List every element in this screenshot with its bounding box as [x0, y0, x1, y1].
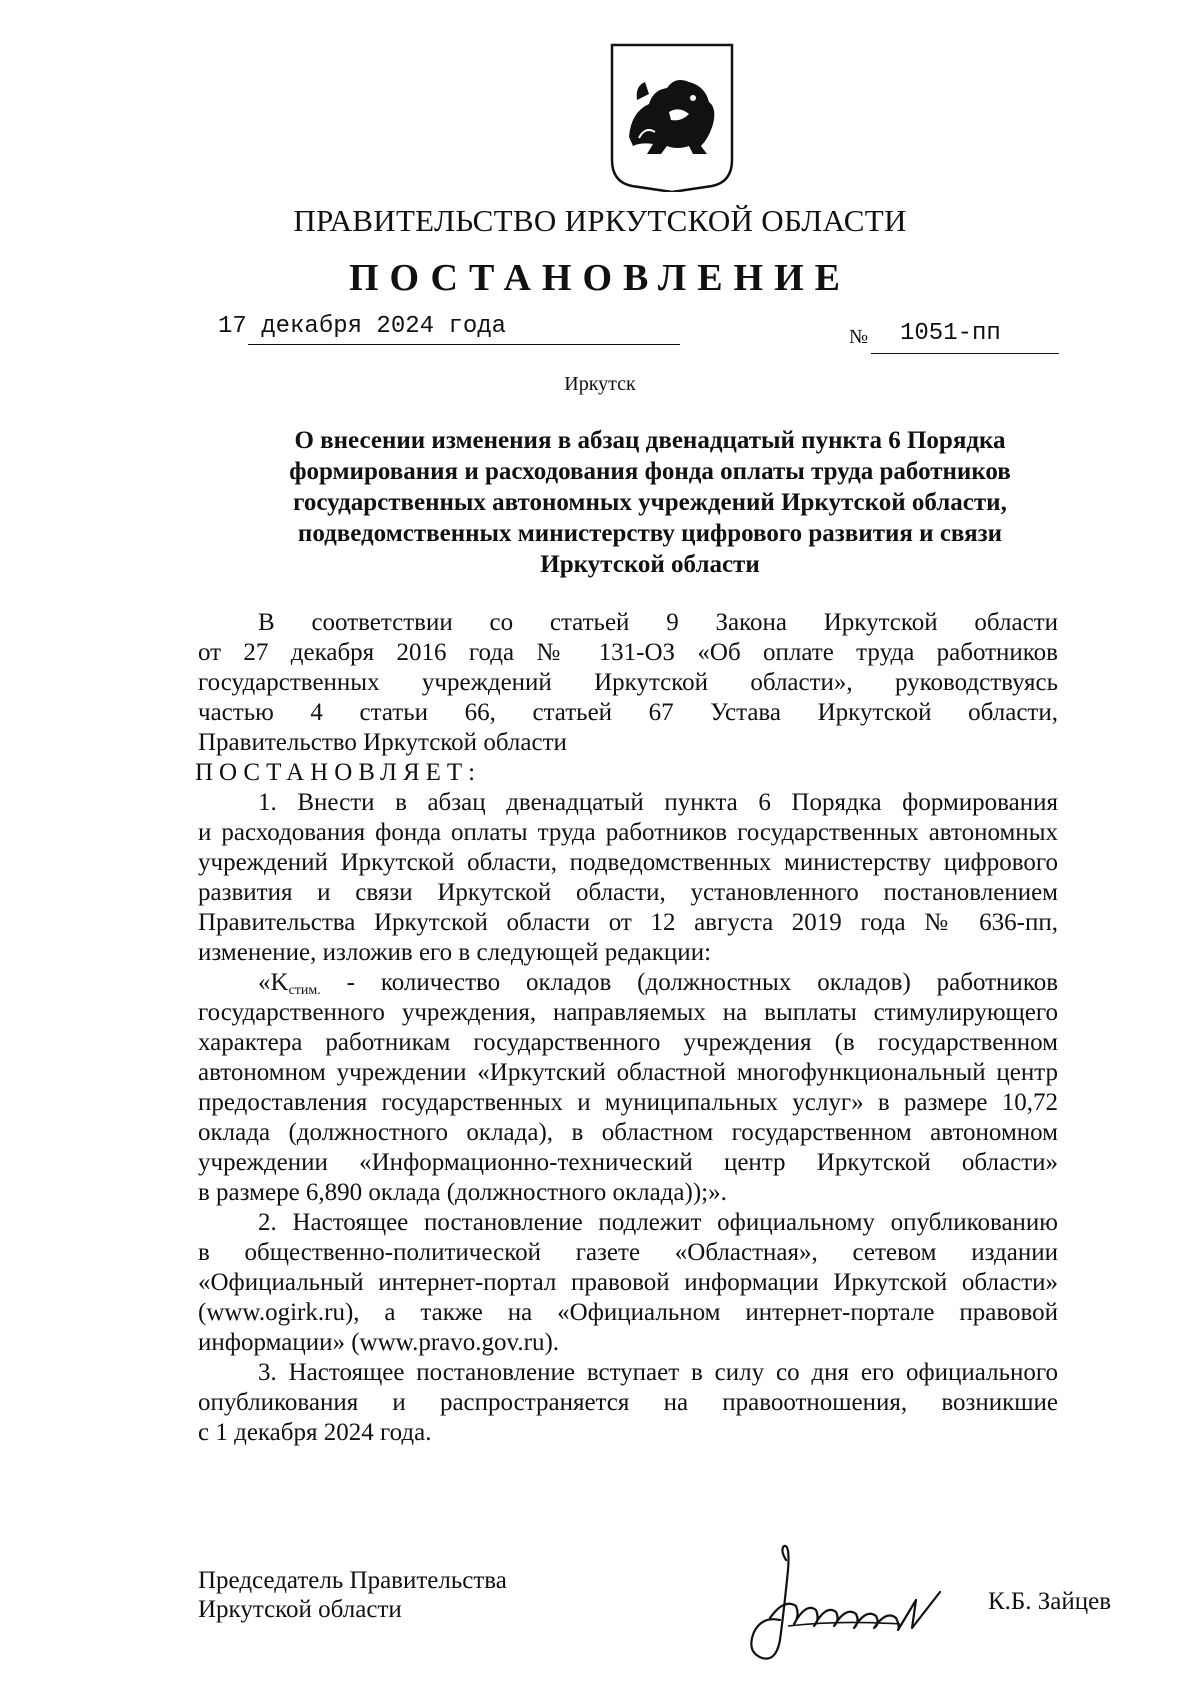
document-body — [195, 608, 1058, 1448]
point-2-line: в общественно-политической газете «Областная», сетевом издании — [198, 1239, 1058, 1266]
point-1-line: Правительства Иркутской области от 12 августа 2019 года № 636-пп, — [198, 909, 1058, 936]
city: Иркутск — [564, 373, 636, 395]
point-3-line: опубликования и распространяется на правоотношения, возникшие — [198, 1389, 1058, 1416]
heading-line: Иркутской области — [540, 551, 760, 578]
number-sign: № — [849, 326, 869, 348]
quote-line: оклада (должностного оклада), в областном государственном автономном — [198, 1119, 1058, 1146]
point-1-line: и расходования фонда оплаты труда работников государственных автономных — [198, 819, 1058, 846]
preamble-line: Правительство Иркутской области — [198, 729, 567, 756]
signer-position — [198, 1566, 507, 1624]
quote-line: автономном учреждении «Иркутский областной многофункциональный центр — [198, 1059, 1058, 1086]
quote-subscript: стим. — [288, 983, 321, 998]
signer-position-line: Председатель Правительства — [198, 1567, 507, 1594]
point-1-line: учреждений Иркутской области, подведомственных министерству цифрового — [198, 849, 1058, 876]
preamble-line: В соответствии со статьей 9 Закона Иркутской области — [258, 609, 1058, 636]
quote-prefix: «K — [258, 969, 289, 996]
point-1-line: 1. Внести в абзац двенадцатый пункта 6 Порядка формирования — [258, 789, 1058, 816]
government-title: ПРАВИТЕЛЬСТВО ИРКУТСКОЙ ОБЛАСТИ — [293, 203, 907, 238]
coat-of-arms-emblem — [609, 42, 735, 192]
point-3-last-line: с 1 декабря 2024 года. — [198, 1419, 432, 1446]
point-2-line: 2. Настоящее постановление подлежит официальному опубликованию — [258, 1209, 1058, 1236]
quote-line: учреждении «Информационно-технический центр Иркутской области» — [198, 1149, 1058, 1176]
document-date — [218, 313, 506, 340]
number-underline — [871, 353, 1059, 354]
preamble-line: от 27 декабря 2016 года № 131-ОЗ «Об оплате труда работников — [198, 639, 1058, 666]
heading-line: подведомственных министерству цифрового развития и связи — [297, 520, 1003, 547]
quote-last-line: в размере 6,890 оклада (должностного оклада));». — [198, 1179, 727, 1206]
handwritten-signature — [740, 1540, 960, 1670]
quote-line: предоставления государственных и муниципальных услуг» в размере 10,72 — [198, 1089, 1058, 1116]
resolves-word: ПОСТАНОВЛЯЕТ: — [195, 759, 482, 786]
point-2-line: (www.ogirk.ru), а также на «Официальном интернет-портале правовой — [198, 1299, 1058, 1326]
quote-first-line — [198, 968, 1058, 998]
point-1-line: изменение, изложив его в следующей редакции: — [198, 939, 712, 966]
quote-line: государственного учреждения, направляемых на выплаты стимулирующего — [198, 999, 1058, 1026]
point-3-line: 3. Настоящее постановление вступает в силу со дня его официального — [258, 1359, 1058, 1386]
quote-first-line-rest: - количество окладов (должностных окладов) работников — [320, 969, 1058, 996]
quote-line: характера работникам государственного учреждения (в государственном — [198, 1029, 1058, 1056]
date-underline — [248, 344, 680, 345]
point-2-line: «Официальный интернет-портал правовой информации Иркутской области» — [198, 1269, 1058, 1296]
heading-line: формирования и расходования фонда оплаты труда работников — [289, 458, 1011, 485]
heading-line: государственных автономных учреждений Иркутской области, — [293, 489, 1007, 516]
document-date-text: 17 декабря 2024 года — [218, 313, 507, 340]
preamble-line: государственных учреждений Иркутской области», руководствуясь — [198, 669, 1058, 696]
point-1-line: развития и связи Иркутской области, установленного постановлением — [198, 879, 1058, 906]
preamble-line: частью 4 статьи 66, статьей 67 Устава Иркутской области, — [198, 699, 1058, 726]
heading-line: О внесении изменения в абзац двенадцатый пункта 6 Порядка — [294, 427, 1006, 454]
number-value: 1051-пп — [900, 320, 1001, 347]
point-2-last-line: информации» (www.pravo.gov.ru). — [198, 1329, 560, 1356]
signer-name: К.Б. Зайцев — [988, 1588, 1112, 1615]
document-heading — [240, 425, 1060, 580]
signer-position-line: Иркутской области — [198, 1596, 402, 1623]
document-type: ПОСТАНОВЛЕНИЕ — [348, 257, 852, 299]
